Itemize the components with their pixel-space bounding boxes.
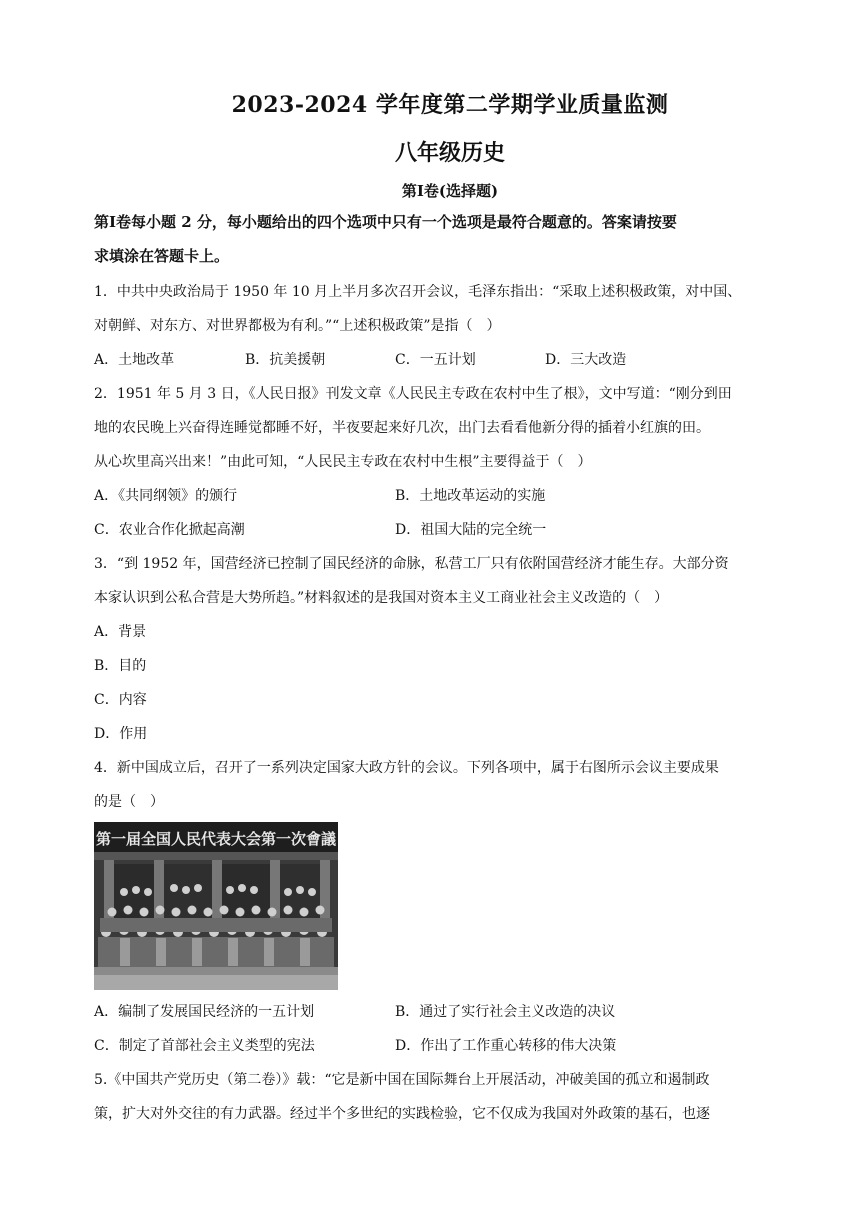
- q2-option-c: C．农业合作化掀起高潮: [94, 522, 245, 538]
- q1-option-d: D．三大改造: [545, 352, 627, 368]
- q2-stem-line-2: 地的农民晚上兴奋得连睡觉都睡不好，半夜要起来好几次，出门去看看他新分得的插着小红旗的田。: [94, 420, 710, 436]
- q4-option-d: D．作出了工作重心转移的伟大决策: [395, 1038, 617, 1054]
- q2-option-b: B．土地改革运动的实施: [395, 488, 546, 504]
- q4-stem-line-2: 的是（ ）: [94, 794, 164, 810]
- photo-banner-text: 第一届全国人民代表大会第一次會議: [96, 830, 336, 848]
- q1-stem-line-2: 对朝鲜、对东方、对世界都极为有利。”“上述积极政策”是指（ ）: [94, 318, 501, 334]
- q3-option-a: A．背景: [94, 624, 147, 640]
- q3-stem-line-2: 本家认识到公私合营是大势所趋。”材料叙述的是我国对资本主义工商业社会主义改造的（ ）: [94, 590, 669, 606]
- section-heading: 第Ⅰ卷(选择题): [401, 182, 499, 200]
- q3-option-b: B．目的: [94, 658, 147, 674]
- q3-option-d: D．作用: [94, 726, 148, 742]
- q4-option-b: B．通过了实行社会主义改造的决议: [395, 1004, 616, 1020]
- exam-title: 2023-2024 学年度第二学期学业质量监测: [231, 92, 669, 118]
- q2-option-d: D．祖国大陆的完全统一: [395, 522, 547, 538]
- q2-stem-line-1: 2．1951 年 5 月 3 日，《人民日报》刊发文章《人民民主专政在农村中生了根》，文中写道：“刚分到田: [94, 386, 732, 402]
- q5-stem-line-2: 策，扩大对外交往的有力武器。经过半个多世纪的实践检验，它不仅成为我国对外政策的基石，也逐: [94, 1106, 710, 1122]
- q1-option-b: B．抗美援朝: [245, 352, 326, 368]
- q1-option-a: A．土地改革: [94, 352, 175, 368]
- q3-stem-line-1: 3．“到 1952 年，国营经济已控制了国民经济的命脉，私营工厂只有依附国营经济才能生存。大部分资: [94, 556, 729, 572]
- instructions-line-1: 第Ⅰ卷每小题 2 分，每小题给出的四个选项中只有一个选项是最符合题意的。答案请按要: [94, 213, 677, 231]
- npc-session-photo: [94, 822, 338, 990]
- exam-subject: 八年级历史: [394, 140, 505, 166]
- q4-stem-line-1: 4．新中国成立后，召开了一系列决定国家大政方针的会议。下列各项中，属于右图所示会议主要成果: [94, 760, 719, 776]
- q1-option-c: C．一五计划: [395, 352, 476, 368]
- q2-option-a: A．《共同纲领》的颁行: [94, 488, 238, 504]
- q2-stem-line-3: 从心坎里高兴出来！”由此可知，“人民民主专政在农村中生根”主要得益于（ ）: [94, 454, 592, 470]
- q1-stem-line-1: 1．中共中央政治局于 1950 年 10 月上半月多次召开会议，毛泽东指出：“采取上述积极政策，对中国、: [94, 284, 742, 300]
- q4-option-a: A．编制了发展国民经济的一五计划: [94, 1004, 315, 1020]
- q3-option-c: C．内容: [94, 692, 147, 708]
- q4-option-c: C．制定了首部社会主义类型的宪法: [94, 1038, 315, 1054]
- instructions-line-2: 求填涂在答题卡上。: [94, 247, 230, 265]
- q5-stem-line-1: 5.《中国共产党历史（第二卷）》载：“它是新中国在国际舞台上开展活动，冲破美国的孤立和遏制政: [94, 1072, 710, 1088]
